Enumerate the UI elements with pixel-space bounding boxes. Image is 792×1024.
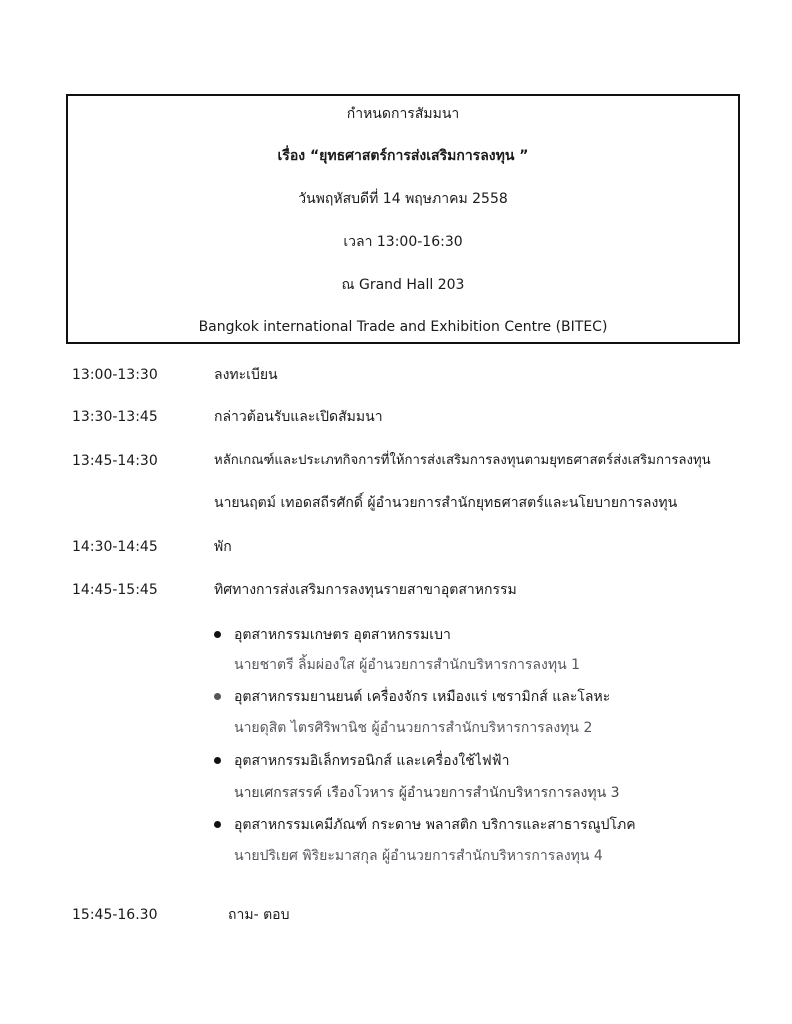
header-topic: เรื่อง “ยุทธศาสตร์การส่งเสริมการลงทุน ” xyxy=(277,148,529,164)
sector-speaker-1: นายชาตรี ลิ้มผ่องใส ผู้อำนวยการสำนักบริหารการลงทุน 1 xyxy=(234,657,581,673)
bullet-icon xyxy=(214,631,221,638)
agenda-time-5: 14:45-15:45 xyxy=(72,582,158,598)
sector-name-3: อุตสาหกรรมอิเล็กทรอนิกส์ และเครื่องใช้ไฟฟ้า xyxy=(234,753,510,769)
bullet-icon xyxy=(214,693,221,700)
header-title: กำหนดการสัมมนา xyxy=(346,106,460,122)
sector-speaker-2: นายดุสิต ไตรศิริพานิช ผู้อำนวยการสำนักบริหารการลงทุน 2 xyxy=(234,720,593,736)
bullet-icon xyxy=(214,757,221,764)
agenda-time-4: 14:30-14:45 xyxy=(72,539,158,555)
sector-speaker-4: นายปริเยศ พิริยะมาสกุล ผู้อำนวยการสำนักบริหารการลงทุน 4 xyxy=(234,848,603,864)
agenda-time-1: 13:00-13:30 xyxy=(72,367,158,383)
seminar-header-box xyxy=(66,94,740,344)
agenda-title-5: ทิศทางการส่งเสริมการลงทุนรายสาขาอุตสาหกรรม xyxy=(214,582,517,598)
agenda-speaker-3: นายนฤตม์ เทอดสถีรศักดิ์ ผู้อำนวยการสำนักยุทธศาสตร์และนโยบายการลงทุน xyxy=(214,495,678,511)
agenda-title-3: หลักเกณฑ์และประเภทกิจการที่ให้การส่งเสริมการลงทุนตามยุทธศาสตร์ส่งเสริมการลงทุน xyxy=(214,453,711,468)
agenda-time-3: 13:45-14:30 xyxy=(72,453,158,469)
header-time: เวลา 13:00-16:30 xyxy=(343,234,463,250)
sector-name-1: อุตสาหกรรมเกษตร อุตสาหกรรมเบา xyxy=(234,627,451,643)
agenda-title-6: ถาม- ตอบ xyxy=(228,907,290,923)
bullet-icon xyxy=(214,821,221,828)
agenda-time-6: 15:45-16.30 xyxy=(72,907,158,923)
header-venue: ณ Grand Hall 203 xyxy=(341,277,465,293)
sector-speaker-3: นายเศกรสรรค์ เรืองโวหาร ผู้อำนวยการสำนักบริหารการลงทุน 3 xyxy=(234,785,620,801)
agenda-title-1: ลงทะเบียน xyxy=(214,367,278,383)
agenda-time-2: 13:30-13:45 xyxy=(72,409,158,425)
header-venue-full: Bangkok international Trade and Exhibition Centre (BITEC) xyxy=(198,319,608,335)
sector-name-2: อุตสาหกรรมยานยนต์ เครื่องจักร เหมืองแร่ เซรามิกส์ และโลหะ xyxy=(234,689,611,705)
agenda-title-2: กล่าวต้อนรับและเปิดสัมมนา xyxy=(214,409,383,425)
sector-name-4: อุตสาหกรรมเคมีภัณฑ์ กระดาษ พลาสติก บริการและสาธารณูปโภค xyxy=(234,817,636,833)
header-date: วันพฤหัสบดีที่ 14 พฤษภาคม 2558 xyxy=(298,191,508,207)
agenda-title-4: พัก xyxy=(214,539,232,555)
